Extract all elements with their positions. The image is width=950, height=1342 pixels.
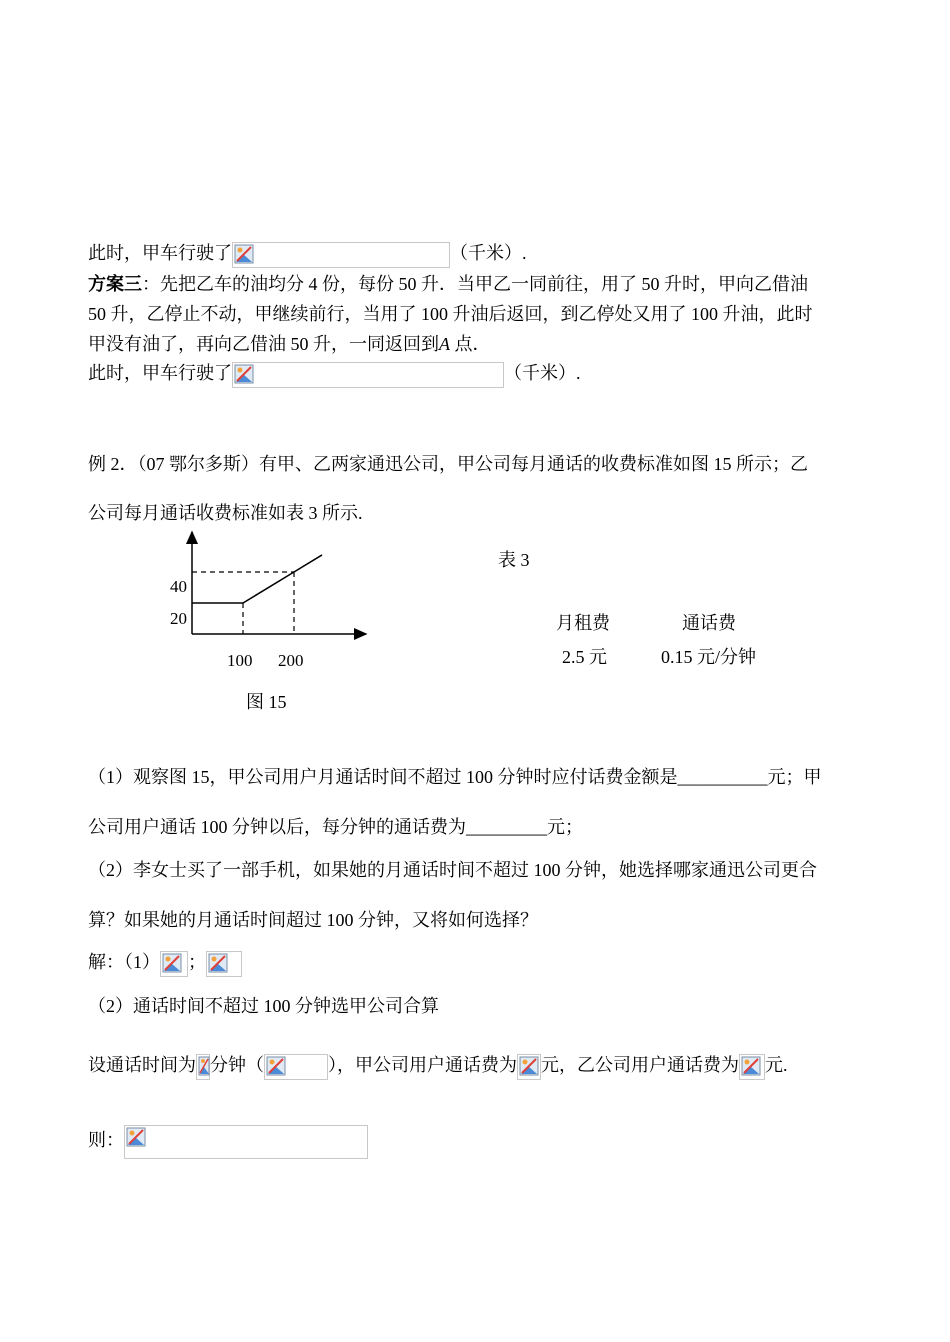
broken-image-icon [519, 1056, 539, 1076]
question2-line-2 [88, 908, 538, 932]
solution-label: 解：（1） [88, 952, 160, 972]
table-header-call-fee: 通话费 [682, 613, 736, 633]
example2-line-1 [88, 452, 808, 476]
plan3-line-1 [88, 272, 808, 296]
distance-prefix: 此时，甲车行驶了 [88, 243, 232, 263]
solution-line-3 [88, 1053, 788, 1080]
set-text-e: 元. [765, 1055, 788, 1075]
broken-image-icon [234, 364, 254, 384]
plan3-line-2 [88, 302, 813, 326]
equation-image-placeholder [124, 1125, 368, 1159]
distance-prefix-2: 此时，甲车行驶了 [88, 363, 232, 383]
y-tick-label: 40 [170, 577, 187, 596]
plan3-text-3a: 甲没有油了，再向乙借油 50 升，一同返回到 [88, 334, 439, 354]
table-cell-call-fee: 0.15 元/分钟 [661, 647, 757, 667]
variable-image-placeholder [196, 1054, 210, 1080]
point-a-variable: A [439, 334, 450, 354]
broken-image-icon [741, 1056, 761, 1076]
formula-image-placeholder [232, 362, 504, 388]
set-text-a: 设通话时间为 [88, 1055, 196, 1075]
series-line [192, 555, 322, 603]
question1-line-1 [88, 765, 822, 789]
formula-image-placeholder [232, 242, 450, 268]
broken-image-icon [198, 1056, 210, 1076]
question1-line-2 [88, 815, 583, 839]
answer-image-placeholder [160, 951, 188, 977]
plan3-label: 方案三 [88, 274, 142, 294]
distance-line-1 [88, 241, 527, 268]
broken-image-icon [234, 244, 254, 264]
question1-text-1: （1）观察图 15，甲公司用户月通话时间不超过 100 分钟时应付话费金额是__________元；甲 [88, 767, 822, 787]
plan3-text-1: ：先把乙车的油均分 4 份，每份 50 升．当甲乙一同前往，用了 50 升时，甲向乙借油 [142, 274, 808, 294]
distance-suffix-2: （千米）. [504, 363, 581, 383]
example2-line-2 [88, 501, 363, 525]
cost-image-placeholder [739, 1054, 765, 1080]
broken-image-icon [126, 1127, 146, 1147]
figure-caption: 图 15 [246, 692, 287, 712]
solution-line-4 [88, 1125, 368, 1159]
answer-image-placeholder [206, 951, 242, 977]
question2-line-1 [88, 858, 817, 882]
solution-separator: ； [188, 952, 206, 972]
broken-image-icon [208, 953, 228, 973]
cost-image-placeholder [517, 1054, 541, 1080]
then-label: 则： [88, 1130, 124, 1151]
plan3-line-3 [88, 332, 491, 356]
question2-text-2: 算？如果她的月通话时间超过 100 分钟，又将如何选择？ [88, 910, 538, 930]
solution-part2: （2）通话时间不超过 100 分钟选甲公司合算 [88, 996, 439, 1016]
example2-text-1: 例 2．（07 鄂尔多斯）有甲、乙两家通迅公司，甲公司每月通话的收费标准如图 15 所示；乙 [88, 454, 808, 474]
question2-text-1: （2）李女士买了一部手机，如果她的月通话时间不超过 100 分钟，她选择哪家通迅公司更合 [88, 860, 817, 880]
solution-line-1 [88, 950, 242, 977]
set-text-c: ），甲公司用户通话费为 [328, 1055, 517, 1075]
plan3-text-2: 50 升，乙停止不动，甲继续前行，当用了 100 升油后返回，到乙停处又用了 100 升油，此时 [88, 304, 813, 324]
plan3-text-3b: 点． [450, 334, 491, 354]
table-title: 表 3 [498, 550, 530, 570]
set-text-d: 元，乙公司用户通话费为 [541, 1055, 739, 1075]
distance-line-2 [88, 361, 581, 388]
x-tick-label: 200 [278, 651, 304, 670]
y-tick-label: 20 [170, 609, 187, 628]
example2-text-2: 公司每月通话收费标准如表 3 所示. [88, 503, 363, 523]
broken-image-icon [266, 1056, 286, 1076]
range-image-placeholder [264, 1054, 328, 1080]
question1-text-2: 公司用户通话 100 分钟以后，每分钟的通话费为_________元； [88, 817, 583, 837]
distance-suffix: （千米）. [450, 243, 527, 263]
table-cell-rent: 2.5 元 [562, 647, 607, 667]
table-header-rent: 月租费 [556, 613, 610, 633]
x-tick-label: 100 [227, 651, 253, 670]
broken-image-icon [162, 953, 182, 973]
figure-15-chart [160, 528, 380, 678]
solution-line-2 [88, 994, 439, 1018]
set-text-b: 分钟（ [210, 1055, 264, 1075]
